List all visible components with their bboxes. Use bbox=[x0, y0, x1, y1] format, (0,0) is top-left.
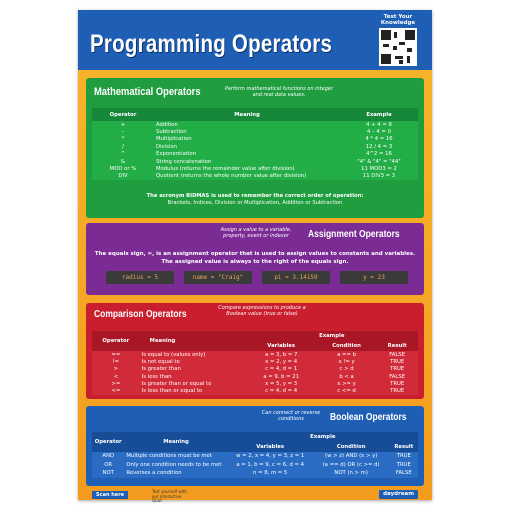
bool-cell: (w > z) AND (x > y) bbox=[313, 452, 390, 461]
code-sample-name: name = "Craig" bbox=[184, 271, 252, 284]
bool-cell: w = 2, x = 4, y = 3, z = 1 bbox=[228, 452, 313, 461]
math-cell: / bbox=[122, 143, 124, 150]
comp-cell: <= bbox=[92, 387, 140, 394]
comp-cell: a = 3, b = 7 bbox=[246, 351, 317, 358]
comp-row bbox=[92, 373, 418, 380]
comp-cell: TRUE bbox=[376, 387, 418, 394]
comp-cell: Is greater than or equal to bbox=[140, 380, 246, 387]
math-cell: Modulus (returns the remainder value after division) bbox=[156, 166, 295, 173]
bool-cell: Only one condition needs to be met bbox=[124, 461, 227, 470]
bool-cell: NOT (n > m) bbox=[313, 469, 390, 478]
comp-cell: c = 4, d = 4 bbox=[246, 387, 317, 394]
math-cell: 11 DIV3 = 3 bbox=[362, 173, 396, 180]
comp-header-example: Example bbox=[246, 331, 419, 340]
qr-block bbox=[370, 14, 426, 66]
comp-cell: x = 2, y = 4 bbox=[246, 358, 317, 365]
code-sample-y: y = 23 bbox=[340, 271, 408, 284]
bool-cell: NOT bbox=[92, 469, 124, 478]
math-table bbox=[92, 108, 418, 180]
math-cell: ^ bbox=[120, 151, 126, 158]
math-subtitle: Perform mathematical functions on integer and real data values. bbox=[224, 86, 334, 98]
math-row bbox=[92, 165, 418, 172]
math-row bbox=[92, 128, 418, 135]
comp-cell: Is less than or equal to bbox=[140, 387, 246, 394]
bool-subtitle: Can connect or reverse conditions bbox=[261, 410, 321, 422]
comp-cell: >= bbox=[92, 380, 140, 387]
bidmas-line-1: The acronym BIDMAS is used to remember the correct order of operation: bbox=[146, 193, 364, 199]
comp-cell: != bbox=[92, 358, 140, 365]
comp-subtitle: Compare expressions to produce a Boolean value (true or false) bbox=[218, 305, 306, 317]
qr-code-icon[interactable] bbox=[379, 28, 417, 66]
math-section bbox=[86, 78, 424, 218]
math-cell: 4 – 4 = 0 bbox=[367, 129, 391, 136]
comp-heading: Comparison Operators bbox=[94, 309, 187, 320]
comp-row bbox=[92, 387, 418, 394]
header-banner bbox=[78, 10, 432, 70]
comp-row bbox=[92, 351, 418, 358]
code-sample-radius: radius = 5 bbox=[106, 271, 174, 284]
bool-cell: TRUE bbox=[390, 452, 418, 461]
scan-here-link[interactable]: Scan here bbox=[92, 491, 128, 499]
comp-cell: TRUE bbox=[376, 366, 418, 373]
math-cell: & bbox=[120, 158, 126, 165]
comp-cell: TRUE bbox=[376, 358, 418, 365]
bool-cell: Reverses a condition bbox=[124, 469, 227, 478]
assign-subtitle: Assign a value to a variable, property, event or indexer bbox=[220, 227, 292, 239]
math-row bbox=[92, 121, 418, 128]
comp-cell: x != y bbox=[317, 358, 377, 365]
quiz-note: Test yourself with our interactive Quiz! bbox=[152, 489, 187, 503]
comp-cell: Is less than bbox=[140, 373, 246, 380]
bool-cell: AND bbox=[92, 452, 124, 461]
math-cell: Addition bbox=[156, 121, 178, 128]
math-cell: * bbox=[121, 136, 125, 143]
bidmas-line-2: Brackets, Indices, Division or Multiplication, Addition or Subtraction bbox=[167, 200, 343, 206]
comp-cell: c <= d bbox=[317, 387, 377, 394]
comp-cell: < bbox=[92, 373, 140, 380]
math-cell: 4 * 4 = 16 bbox=[365, 136, 393, 143]
bool-header-condition: Condition bbox=[313, 441, 390, 452]
math-heading: Mathematical Operators bbox=[94, 86, 201, 98]
bool-heading: Boolean Operators bbox=[330, 412, 407, 423]
math-row bbox=[92, 143, 418, 150]
math-row bbox=[92, 136, 418, 143]
math-cell: Multiplication bbox=[156, 136, 192, 143]
assign-text: The equals sign, =, is an assignment operator that is used to assign values to constants and variables. The assigned value is always to the right of the equals sign. bbox=[94, 251, 416, 265]
math-cell: – bbox=[121, 129, 125, 136]
bool-cell: OR bbox=[92, 461, 124, 470]
comp-cell: a = 9, b = 21 bbox=[246, 373, 317, 380]
comp-row bbox=[92, 366, 418, 373]
comp-cell: x = 5, y = 3 bbox=[246, 380, 317, 387]
math-cell: 11 MOD3 = 2 bbox=[361, 166, 397, 173]
comp-header-result: Result bbox=[376, 340, 418, 351]
math-header-meaning: Meaning bbox=[154, 108, 340, 121]
math-cell: Exponentiation bbox=[156, 151, 196, 158]
comp-header-variables: Variables bbox=[246, 340, 317, 351]
bool-cell: (a == d) OR (c >= d) bbox=[313, 461, 390, 470]
bool-header-result: Result bbox=[390, 441, 418, 452]
comp-row bbox=[92, 380, 418, 387]
comp-cell: b < a bbox=[317, 373, 377, 380]
bool-row bbox=[92, 461, 418, 470]
math-cell: Subtraction bbox=[156, 129, 187, 136]
brand-logo: daydream bbox=[379, 490, 418, 499]
math-cell: "4" & "4" = "44" bbox=[357, 158, 401, 165]
bool-section bbox=[86, 406, 424, 486]
comp-section bbox=[86, 303, 424, 399]
bool-cell: a = 1, b = 9, c = 6, d = 4 bbox=[228, 461, 313, 470]
math-header-operator: Operator bbox=[92, 108, 154, 121]
bool-header-variables: Variables bbox=[228, 441, 313, 452]
math-cell: 4^2 = 16 bbox=[366, 151, 392, 158]
math-cell: 4 + 4 = 8 bbox=[366, 121, 392, 128]
comp-cell: Is not equal to bbox=[140, 358, 246, 365]
comp-header-condition: Condition bbox=[317, 340, 377, 351]
math-row bbox=[92, 173, 418, 180]
bool-cell: TRUE bbox=[390, 461, 418, 470]
bool-header-meaning: Meaning bbox=[124, 432, 227, 452]
math-cell: MOD or % bbox=[109, 166, 137, 173]
comp-cell: FALSE bbox=[376, 373, 418, 380]
bool-header-operator: Operator bbox=[92, 432, 124, 452]
comp-cell: x >= y bbox=[317, 380, 377, 387]
assign-section bbox=[86, 223, 424, 295]
bool-header-example: Example bbox=[228, 432, 418, 441]
math-cell: Division bbox=[156, 143, 177, 150]
math-header-example: Example bbox=[340, 108, 418, 121]
bool-table bbox=[92, 432, 418, 478]
qr-title: Test Your Knowledge bbox=[380, 14, 416, 26]
bool-cell: FALSE bbox=[390, 469, 418, 478]
comp-header-operator: Operator bbox=[92, 331, 140, 351]
math-cell: + bbox=[120, 121, 126, 128]
footer bbox=[86, 489, 424, 503]
poster-title: Programming Operators bbox=[90, 30, 333, 58]
comp-cell: == bbox=[92, 351, 140, 358]
math-cell: Quotient (returns the whole number value after division) bbox=[156, 173, 307, 180]
comp-table bbox=[92, 331, 418, 395]
comp-cell: Is greater than bbox=[140, 366, 246, 373]
code-sample-pi: pi = 3.14159 bbox=[262, 271, 330, 284]
bool-row bbox=[92, 452, 418, 461]
math-cell: DIV bbox=[118, 173, 128, 180]
bidmas-note bbox=[92, 193, 418, 207]
comp-row bbox=[92, 358, 418, 365]
comp-cell: Is equal to (values only) bbox=[140, 351, 246, 358]
math-row bbox=[92, 151, 418, 158]
bool-cell: n = 8, m = 5 bbox=[228, 469, 313, 478]
assign-heading: Assignment Operators bbox=[308, 229, 400, 240]
bool-row bbox=[92, 469, 418, 478]
math-cell: String concatenation bbox=[156, 158, 212, 165]
comp-cell: TRUE bbox=[376, 380, 418, 387]
comp-cell: c > d bbox=[317, 366, 377, 373]
comp-cell: a == b bbox=[317, 351, 377, 358]
comp-cell: > bbox=[92, 366, 140, 373]
comp-header-meaning: Meaning bbox=[140, 331, 246, 351]
poster bbox=[78, 10, 432, 503]
comp-cell: FALSE bbox=[376, 351, 418, 358]
math-cell: 12 / 4 = 3 bbox=[365, 143, 393, 150]
comp-cell: c = 4, d = 1 bbox=[246, 366, 317, 373]
math-row bbox=[92, 158, 418, 165]
bool-cell: Multiple conditions must be met bbox=[124, 452, 227, 461]
